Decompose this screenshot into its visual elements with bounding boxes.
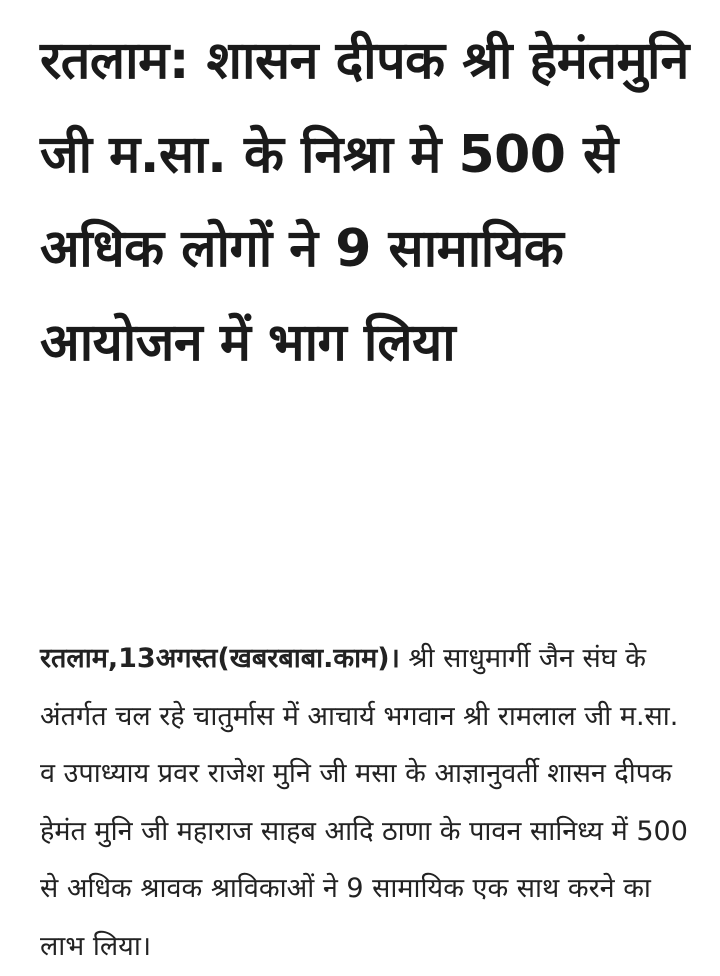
article-body-text: श्री साधुमार्गी जैन संघ के अंतर्गत चल रहे चातुर्मास में आचार्य भगवान श्री रामलाल जी म.सा. व उपाध्याय प्रवर राजेश मुनि जी मसा के आज्ञानुवर्ती शासन दीपक हेमंत मुनि जी महाराज साहब आदि ठाणा के पावन सानिध्य में 500 से अधिक श्रावक श्राविकाओं ने 9 सामायिक एक साथ करने का लाभ लिया। [40,643,688,962]
article-headline: रतलाम: शासन दीपक श्री हेमंतमुनि जी म.सा. के निश्रा मे 500 से अधिक लोगों ने 9 सामायिक आयोजन में भाग लिया [40,31,689,373]
article [40,14,700,390]
article-body-paragraph [40,630,700,975]
article-dateline: रतलाम,13अगस्त(खबरबाबा.काम)। [40,643,400,674]
